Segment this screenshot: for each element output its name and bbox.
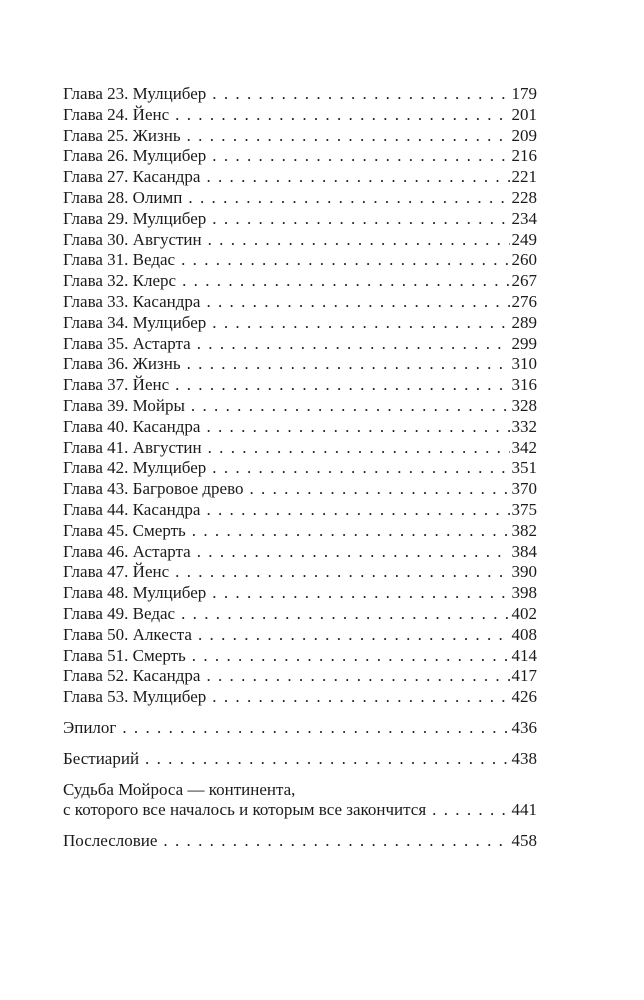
toc-entry-page: 234 [511, 208, 537, 228]
toc-entry-title-line2: с которого все началось и которым все закончится [63, 800, 427, 820]
toc-entry-page: 228 [511, 187, 537, 207]
dot-leader [187, 354, 510, 375]
toc-entry-page: 441 [511, 800, 537, 820]
toc-entry-page: 417 [511, 666, 537, 686]
toc-entry-chapter[interactable] [63, 396, 537, 417]
dot-leader [206, 666, 509, 687]
table-of-contents [63, 84, 537, 852]
toc-entry-chapter[interactable] [63, 230, 537, 251]
dot-leader [187, 126, 510, 147]
dot-leader [192, 646, 510, 667]
toc-entry-chapter[interactable] [63, 417, 537, 438]
toc-entry-chapter[interactable] [63, 375, 537, 396]
dot-leader [206, 292, 509, 313]
dot-leader [212, 583, 509, 604]
dot-leader [208, 438, 510, 459]
dot-leader [212, 313, 509, 334]
toc-entry-page: 408 [511, 624, 537, 644]
toc-entry-chapter[interactable] [63, 334, 537, 355]
dot-leader [175, 105, 509, 126]
toc-entry-chapter[interactable] [63, 84, 537, 105]
toc-entry-title: Глава 36. Жизнь [63, 354, 181, 374]
dot-leader [212, 146, 509, 167]
toc-entry-chapter[interactable] [63, 188, 537, 209]
toc-entry-chapter[interactable] [63, 479, 537, 500]
dot-leader [175, 562, 509, 583]
toc-entry-title: Глава 24. Йенс [63, 104, 170, 124]
dot-leader [192, 521, 510, 542]
toc-entry-chapter[interactable] [63, 292, 537, 313]
dot-leader [212, 687, 509, 708]
toc-entry-page: 438 [511, 748, 537, 768]
toc-entry-page: 332 [511, 416, 537, 436]
toc-entry-page: 267 [511, 271, 537, 291]
dot-leader [198, 625, 510, 646]
toc-entry-page: 375 [511, 499, 537, 519]
toc-entry-chapter[interactable] [63, 167, 537, 188]
toc-entry-page: 260 [511, 250, 537, 270]
dot-leader [191, 396, 510, 417]
section-gap [63, 770, 537, 780]
toc-entry-title: Глава 53. Мулцибер [63, 687, 207, 707]
dot-leader [212, 209, 509, 230]
toc-entry-title: Глава 43. Багровое древо [63, 479, 244, 499]
toc-entry-page: 436 [511, 717, 537, 737]
toc-entry-title: Глава 41. Августин [63, 437, 202, 457]
toc-entry-page: 390 [511, 562, 537, 582]
toc-entry-epilogue[interactable] [63, 718, 537, 739]
dot-leader [432, 800, 509, 821]
section-gap [63, 708, 537, 718]
toc-entry-page: 216 [511, 146, 537, 166]
toc-entry-title: Глава 35. Астарта [63, 333, 191, 353]
toc-entry-page: 310 [511, 354, 537, 374]
toc-entry-page: 316 [511, 375, 537, 395]
toc-entry-page: 342 [511, 437, 537, 457]
toc-entry-title: Глава 42. Мулцибер [63, 458, 207, 478]
dot-leader [188, 188, 509, 209]
dot-leader [197, 542, 510, 563]
toc-entry-chapter[interactable] [63, 438, 537, 459]
toc-entry-page: 209 [511, 125, 537, 145]
toc-entry-fate-row [63, 800, 537, 821]
toc-entry-chapter[interactable] [63, 458, 537, 479]
toc-entry-page: 179 [511, 84, 537, 103]
toc-entry-title: Глава 40. Касандра [63, 416, 201, 436]
toc-entry-title: Глава 26. Мулцибер [63, 146, 207, 166]
toc-entry-title: Глава 32. Клерс [63, 271, 177, 291]
chapter-list [63, 84, 537, 708]
toc-entry-page: 384 [511, 541, 537, 561]
toc-entry-page: 414 [511, 645, 537, 665]
toc-entry-chapter[interactable] [63, 209, 537, 230]
toc-entry-title: Послесловие [63, 831, 158, 851]
dot-leader [122, 718, 509, 739]
toc-entry-page: 458 [511, 831, 537, 851]
toc-entry-title: Глава 34. Мулцибер [63, 312, 207, 332]
toc-entry-page: 382 [511, 520, 537, 540]
toc-entry-title: Эпилог [63, 717, 117, 737]
dot-leader [212, 84, 509, 105]
toc-entry-page: 221 [511, 167, 537, 187]
dot-leader [206, 417, 509, 438]
toc-entry-chapter[interactable] [63, 604, 537, 625]
toc-entry-title: Глава 23. Мулцибер [63, 84, 207, 103]
toc-entry-page: 201 [511, 104, 537, 124]
toc-entry-title: Глава 29. Мулцибер [63, 208, 207, 228]
toc-entry-title: Глава 25. Жизнь [63, 125, 181, 145]
toc-entry-page: 398 [511, 583, 537, 603]
section-gap [63, 739, 537, 749]
toc-entry-page: 289 [511, 312, 537, 332]
toc-entry-chapter[interactable] [63, 583, 537, 604]
toc-entry-chapter[interactable] [63, 646, 537, 667]
toc-entry-chapter[interactable] [63, 625, 537, 646]
toc-entry-title: Глава 44. Касандра [63, 499, 201, 519]
toc-entry-chapter[interactable] [63, 313, 537, 334]
dot-leader [182, 271, 509, 292]
dot-leader [208, 230, 510, 251]
dot-leader [181, 604, 509, 625]
toc-entry-page: 249 [511, 229, 537, 249]
toc-entry-afterword[interactable] [63, 831, 537, 852]
dot-leader [249, 479, 509, 500]
toc-entry-title: Глава 51. Смерть [63, 645, 186, 665]
dot-leader [197, 334, 510, 355]
toc-entry-chapter[interactable] [63, 687, 537, 708]
toc-entry-chapter[interactable] [63, 105, 537, 126]
toc-entry-title: Глава 30. Августин [63, 229, 202, 249]
toc-entry-page: 299 [511, 333, 537, 353]
toc-entry-chapter[interactable] [63, 354, 537, 375]
dot-leader [175, 375, 509, 396]
toc-entry-page: 351 [511, 458, 537, 478]
toc-entry-title: Глава 46. Астарта [63, 541, 191, 561]
toc-entry-title: Глава 45. Смерть [63, 520, 186, 540]
section-gap [63, 821, 537, 831]
toc-entry-chapter[interactable] [63, 666, 537, 687]
toc-entry-fate[interactable] [63, 780, 537, 822]
toc-entry-page: 426 [511, 687, 537, 707]
dot-leader [145, 749, 509, 770]
toc-entry-page: 402 [511, 603, 537, 623]
toc-entry-title: Глава 31. Ведас [63, 250, 176, 270]
toc-entry-chapter[interactable] [63, 126, 537, 147]
toc-entry-chapter[interactable] [63, 542, 537, 563]
toc-entry-title: Глава 48. Мулцибер [63, 583, 207, 603]
toc-entry-chapter[interactable] [63, 521, 537, 542]
toc-entry-title: Глава 50. Алкеста [63, 624, 192, 644]
dot-leader [206, 500, 509, 521]
toc-entry-page: 328 [511, 395, 537, 415]
toc-entry-chapter[interactable] [63, 271, 537, 292]
dot-leader [181, 250, 509, 271]
toc-entry-title: Глава 52. Касандра [63, 666, 201, 686]
toc-entry-title: Глава 39. Мойры [63, 395, 185, 415]
toc-entry-title: Глава 47. Йенс [63, 562, 170, 582]
toc-entry-title: Глава 33. Касандра [63, 291, 201, 311]
toc-entry-page: 276 [511, 291, 537, 311]
toc-entry-title-line1: Судьба Мойроса — континента, [63, 779, 296, 799]
toc-entry-chapter[interactable] [63, 562, 537, 583]
toc-entry-page: 370 [511, 479, 537, 499]
toc-entry-bestiary[interactable] [63, 749, 537, 770]
dot-leader [206, 167, 509, 188]
toc-entry-title: Глава 28. Олимп [63, 187, 183, 207]
toc-entry-chapter[interactable] [63, 250, 537, 271]
toc-entry-chapter[interactable] [63, 500, 537, 521]
toc-entry-title: Глава 49. Ведас [63, 603, 176, 623]
toc-entry-title: Глава 37. Йенс [63, 375, 170, 395]
toc-entry-title: Глава 27. Касандра [63, 167, 201, 187]
dot-leader [212, 458, 509, 479]
toc-entry-title: Бестиарий [63, 748, 140, 768]
dot-leader [163, 831, 509, 852]
toc-entry-chapter[interactable] [63, 146, 537, 167]
